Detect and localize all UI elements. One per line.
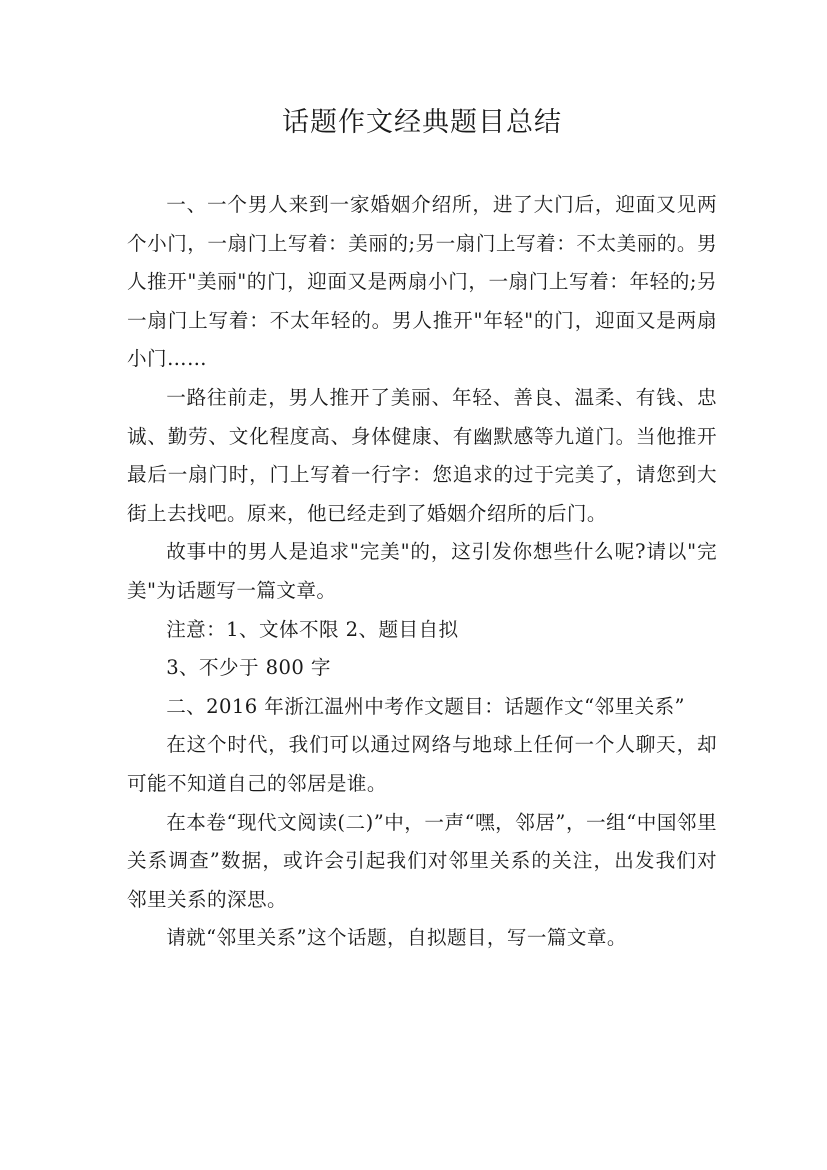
paragraph-topic-two-heading: 二、2016 年浙江温州中考作文题目：话题作文“邻里关系”	[166, 694, 685, 718]
paragraph-word-count: 3、不少于 800 字	[166, 656, 331, 680]
paragraph-neighbor-reading: 在本卷“现代文阅读(二)”中，一声“嘿，邻居”，一组“中国邻里关系调查”数据，或许会引起我们对邻里关系的关注，出发我们对邻里关系的深思。	[127, 810, 717, 911]
paragraph-notes: 注意：1、文体不限 2、题目自拟	[166, 617, 459, 641]
paragraph-story-intro: 一、一个男人来到一家婚姻介绍所，进了大门后，迎面又见两个小门，一扇门上写着：美丽的;另一扇门上写着：不太美丽的。男人推开"美丽"的门，迎面又是两扇小门，一扇门上写着：年轻的;另一扇门上写着：不太年轻的。男人推开"年轻"的门，迎面又是两扇小门……	[127, 193, 717, 371]
document-page	[127, 98, 717, 958]
paragraph-neighbor-context: 在这个时代，我们可以通过网络与地球上任何一个人聊天，却可能不知道自己的邻居是谁。	[127, 733, 717, 795]
paragraph-neighbor-prompt: 请就“邻里关系”这个话题，自拟题目，写一篇文章。	[166, 926, 627, 950]
paragraph-prompt-perfect: 故事中的男人是追求"完美"的，这引发你想些什么呢?请以"完美"为话题写一篇文章。	[127, 540, 717, 602]
document-title: 话题作文经典题目总结	[282, 107, 562, 138]
paragraph-story-continued: 一路往前走，男人推开了美丽、年轻、善良、温柔、有钱、忠诚、勤劳、文化程度高、身体健康、有幽默感等九道门。当他推开最后一扇门时，门上写着一行字：您追求的过于完美了，请您到大街上去找吧。原来，他已经走到了婚姻介绍所的后门。	[127, 385, 717, 525]
